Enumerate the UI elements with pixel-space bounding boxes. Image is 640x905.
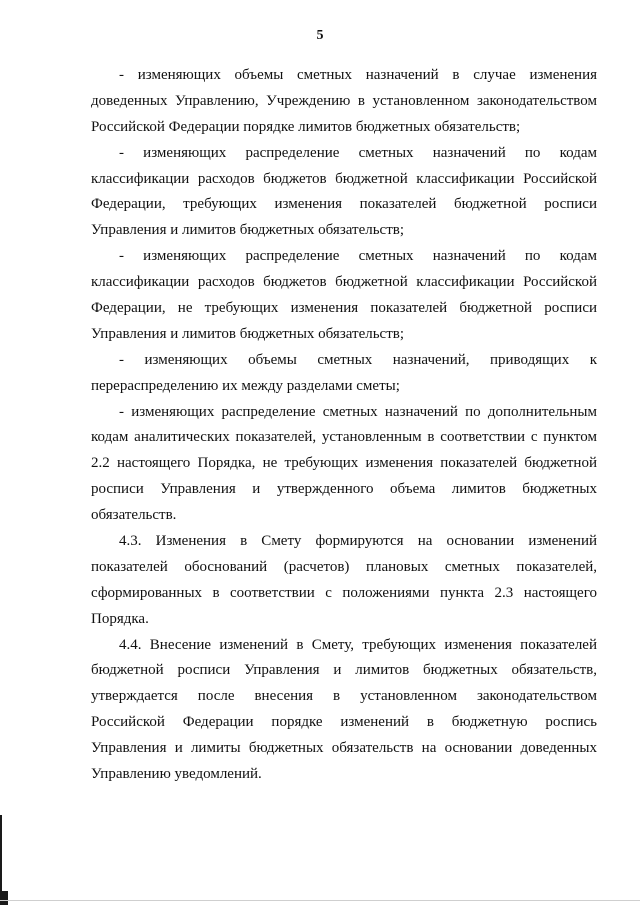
text-line: 4.3. Изменения в Смету формируются на основании изменений <box>119 533 597 550</box>
page-number: 5 <box>316 28 324 43</box>
text-line: Управления и лимитов бюджетных обязательств; <box>91 222 405 239</box>
text-line: перераспределению их между разделами сметы; <box>91 377 400 394</box>
document-body <box>91 63 597 788</box>
text-line: сформированных в соответствии с положениями пункта 2.3 настоящего <box>91 584 597 601</box>
text-line: - изменяющих объемы сметных назначений в случае изменения <box>119 67 597 83</box>
text-line: доведенных Управлению, Учреждению в установленном законодательством <box>91 92 597 109</box>
scan-edge-mark <box>0 891 8 905</box>
text-line: Федерации, требующих изменения показателей бюджетной росписи <box>91 196 597 213</box>
text-line: обязательств. <box>91 507 177 524</box>
paragraph-1 <box>91 63 597 141</box>
text-line: - изменяющих объемы сметных назначений, приводящих к <box>119 351 597 368</box>
paragraph-6 <box>91 529 597 633</box>
text-line: кодам аналитических показателей, установленным в соответствии с пунктом <box>91 429 597 446</box>
text-line: показателей обоснований (расчетов) плановых сметных показателей, <box>91 558 597 575</box>
text-line: классификации расходов бюджетов бюджетной классификации Российской <box>91 170 597 187</box>
paragraph-7 <box>91 633 597 788</box>
text-line: классификации расходов бюджетов бюджетной классификации Российской <box>91 274 597 291</box>
paragraph-2 <box>91 141 597 245</box>
paragraph-4 <box>91 348 597 400</box>
text-line: Федерации, не требующих изменения показателей бюджетной росписи <box>91 300 597 317</box>
text-line: Российской Федерации порядке лимитов бюджетных обязательств; <box>91 118 521 135</box>
paragraph-3 <box>91 244 597 348</box>
text-line: бюджетной росписи Управления и лимитов бюджетных обязательств, <box>91 662 597 679</box>
scan-bottom-edge <box>0 900 640 901</box>
text-line: росписи Управления и утвержденного объема лимитов бюджетных <box>91 481 597 498</box>
text-line: Управления и лимиты бюджетных обязательств на основании доведенных <box>91 740 597 757</box>
text-line: 2.2 настоящего Порядка, не требующих изменения показателей бюджетной <box>91 455 597 472</box>
paragraph-5 <box>91 400 597 529</box>
text-line: утверждается после внесения в установленном законодательством <box>91 688 597 705</box>
text-line: 4.4. Внесение изменений в Смету, требующих изменения показателей <box>119 636 597 653</box>
text-line: - изменяющих распределение сметных назначений по дополнительным <box>119 403 597 420</box>
text-line: Управления и лимитов бюджетных обязательств; <box>91 325 405 342</box>
text-line: - изменяющих распределение сметных назначений по кодам <box>119 248 597 265</box>
text-line: Управлению уведомлений. <box>91 766 262 783</box>
text-line: Порядка. <box>91 610 149 627</box>
text-line: Российской Федерации порядке изменений в бюджетную роспись <box>91 714 597 731</box>
text-line: - изменяющих распределение сметных назначений по кодам <box>119 144 597 161</box>
